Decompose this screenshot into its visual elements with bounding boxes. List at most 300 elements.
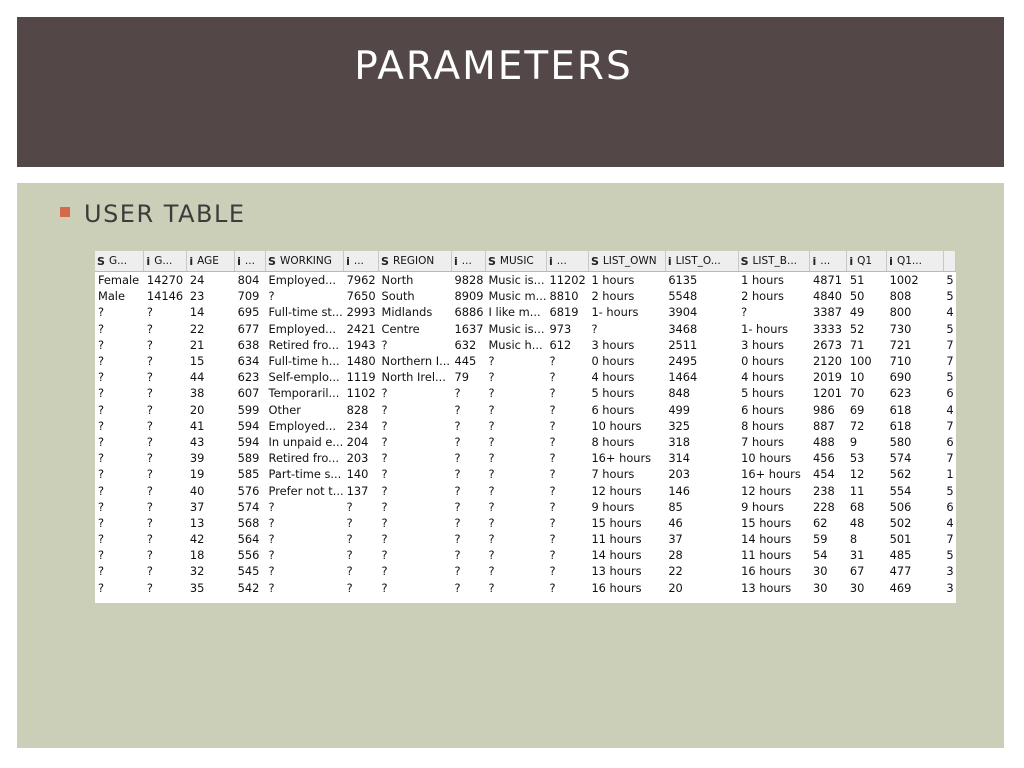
column-header[interactable] <box>810 251 847 272</box>
table-cell[interactable]: Music h... <box>488 337 543 352</box>
table-cell[interactable]: North Irel... <box>381 370 446 385</box>
table-cell[interactable]: Self-emplo... <box>268 370 340 385</box>
table-cell[interactable]: ? <box>381 418 388 433</box>
table-cell[interactable]: 43 <box>189 434 205 449</box>
table-cell[interactable]: ? <box>381 515 388 530</box>
table-cell[interactable]: 28 <box>668 548 683 563</box>
table-cell[interactable]: ? <box>98 483 105 498</box>
table-cell[interactable]: 40 <box>189 483 205 498</box>
table-cell[interactable]: 594 <box>237 418 260 433</box>
table-cell[interactable]: 44 <box>189 370 205 385</box>
table-row[interactable] <box>95 369 956 385</box>
table-cell[interactable]: 13 hours <box>741 580 792 595</box>
table-cell[interactable]: ? <box>98 564 105 579</box>
table-cell[interactable]: Northern I... <box>381 354 450 369</box>
table-cell[interactable]: ? <box>549 580 556 595</box>
table-cell[interactable]: 30 <box>849 580 865 595</box>
table-cell[interactable]: 20 <box>668 580 683 595</box>
table-cell[interactable]: 9 hours <box>741 499 784 514</box>
table-cell[interactable]: Other <box>268 402 301 417</box>
table-cell[interactable]: ? <box>549 564 556 579</box>
table-cell[interactable]: 545 <box>237 564 260 579</box>
column-header[interactable] <box>266 251 344 272</box>
table-cell[interactable]: 800 <box>889 305 912 320</box>
table-cell[interactable]: ? <box>146 386 153 401</box>
table-cell[interactable]: 24 <box>189 273 205 288</box>
table-row[interactable] <box>95 580 956 596</box>
table-cell[interactable]: ? <box>98 354 105 369</box>
table-cell[interactable]: 1102 <box>346 386 376 401</box>
table-cell[interactable]: ? <box>381 451 388 466</box>
table-cell[interactable]: 477 <box>889 564 912 579</box>
table-cell[interactable]: ? <box>454 580 461 595</box>
table-cell[interactable]: ? <box>549 483 556 498</box>
table-cell[interactable]: ? <box>741 305 748 320</box>
table-cell[interactable]: 11 hours <box>741 548 792 563</box>
table-cell[interactable]: 1- hours <box>741 321 789 336</box>
table-cell[interactable]: 15 <box>189 354 205 369</box>
table-cell[interactable]: 137 <box>346 483 369 498</box>
table-cell[interactable]: 710 <box>889 354 912 369</box>
table-cell[interactable]: ? <box>98 580 105 595</box>
table-cell[interactable]: ? <box>549 515 556 530</box>
table-cell[interactable]: Part-time s... <box>268 467 342 482</box>
table-cell[interactable]: 6 <box>946 499 954 514</box>
table-cell[interactable]: ? <box>98 548 105 563</box>
table-cell[interactable]: 1201 <box>812 386 842 401</box>
table-cell[interactable]: 454 <box>812 467 835 482</box>
table-cell[interactable]: 39 <box>189 451 205 466</box>
table-cell[interactable]: 13 hours <box>591 564 642 579</box>
table-cell[interactable]: ? <box>346 515 353 530</box>
table-cell[interactable]: 0 hours <box>591 354 635 369</box>
table-cell[interactable]: 5548 <box>668 289 698 304</box>
table-cell[interactable]: 580 <box>889 434 912 449</box>
table-cell[interactable]: 5 <box>946 548 954 563</box>
table-cell[interactable]: 709 <box>237 289 260 304</box>
table-cell[interactable]: ? <box>381 532 388 547</box>
table-cell[interactable]: 986 <box>812 402 835 417</box>
table-cell[interactable]: 594 <box>237 434 260 449</box>
table-cell[interactable]: 502 <box>889 515 912 530</box>
table-cell[interactable]: 100 <box>849 354 872 369</box>
table-cell[interactable]: 469 <box>889 580 912 595</box>
column-header[interactable] <box>144 251 187 272</box>
table-cell[interactable]: 3 hours <box>591 337 635 352</box>
table-cell[interactable]: 14270 <box>146 273 184 288</box>
table-cell[interactable]: ? <box>549 532 556 547</box>
table-cell[interactable]: 828 <box>346 402 369 417</box>
table-cell[interactable]: ? <box>488 483 495 498</box>
table-cell[interactable]: 14 <box>189 305 205 320</box>
table-cell[interactable]: 574 <box>237 499 260 514</box>
table-cell[interactable]: ? <box>381 483 388 498</box>
table-cell[interactable]: 677 <box>237 321 260 336</box>
table-cell[interactable]: 11202 <box>549 273 586 288</box>
table-cell[interactable]: 30 <box>812 564 828 579</box>
table-cell[interactable]: 7 <box>946 337 954 352</box>
table-cell[interactable]: 623 <box>889 386 912 401</box>
table-cell[interactable]: ? <box>488 532 495 547</box>
table-cell[interactable]: 618 <box>889 402 912 417</box>
table-cell[interactable]: ? <box>549 402 556 417</box>
table-cell[interactable]: ? <box>268 499 275 514</box>
table-cell[interactable]: ? <box>454 564 461 579</box>
table-cell[interactable]: ? <box>146 515 153 530</box>
table-cell[interactable]: 35 <box>189 580 205 595</box>
table-cell[interactable]: ? <box>146 483 153 498</box>
table-cell[interactable]: ? <box>454 451 461 466</box>
table-cell[interactable]: 4 <box>946 305 954 320</box>
table-cell[interactable]: 31 <box>849 548 865 563</box>
table-cell[interactable]: ? <box>98 402 105 417</box>
table-cell[interactable]: Music m... <box>488 289 547 304</box>
table-cell[interactable]: 38 <box>189 386 205 401</box>
table-cell[interactable]: 1119 <box>346 370 376 385</box>
table-cell[interactable]: 62 <box>812 515 828 530</box>
table-cell[interactable]: 6886 <box>454 305 484 320</box>
table-cell[interactable]: 12 hours <box>591 483 642 498</box>
table-cell[interactable]: 14146 <box>146 289 184 304</box>
table-cell[interactable]: ? <box>381 564 388 579</box>
table-cell[interactable]: 15 hours <box>741 515 792 530</box>
table-cell[interactable]: ? <box>146 418 153 433</box>
table-cell[interactable]: 3904 <box>668 305 698 320</box>
table-cell[interactable]: 85 <box>668 499 683 514</box>
table-cell[interactable]: ? <box>454 467 461 482</box>
table-cell[interactable]: 1637 <box>454 321 484 336</box>
table-cell[interactable]: 2495 <box>668 354 698 369</box>
table-cell[interactable]: ? <box>454 386 461 401</box>
table-row[interactable] <box>95 434 956 450</box>
table-cell[interactable]: 16+ hours <box>591 451 652 466</box>
table-cell[interactable]: 6135 <box>668 273 698 288</box>
table-cell[interactable]: ? <box>146 580 153 595</box>
table-cell[interactable]: 721 <box>889 337 912 352</box>
table-cell[interactable]: 485 <box>889 548 912 563</box>
table-cell[interactable]: 23 <box>189 289 205 304</box>
table-cell[interactable]: ? <box>146 321 153 336</box>
table-cell[interactable]: ? <box>146 451 153 466</box>
table-cell[interactable]: ? <box>549 386 556 401</box>
table-cell[interactable]: 30 <box>812 580 828 595</box>
table-cell[interactable]: 848 <box>668 386 691 401</box>
table-cell[interactable]: 32 <box>189 564 205 579</box>
table-cell[interactable]: 79 <box>454 370 470 385</box>
table-cell[interactable]: 11 <box>849 483 865 498</box>
table-cell[interactable]: 14 hours <box>741 532 792 547</box>
table-cell[interactable]: ? <box>381 548 388 563</box>
table-cell[interactable]: ? <box>488 515 495 530</box>
table-cell[interactable]: ? <box>454 418 461 433</box>
table-cell[interactable]: 808 <box>889 289 912 304</box>
table-cell[interactable]: 542 <box>237 580 260 595</box>
table-cell[interactable]: 12 <box>849 467 865 482</box>
table-cell[interactable]: 585 <box>237 467 260 482</box>
table-row[interactable] <box>95 547 956 563</box>
table-cell[interactable]: 589 <box>237 451 260 466</box>
table-cell[interactable]: 16 hours <box>591 580 642 595</box>
table-cell[interactable]: ? <box>146 467 153 482</box>
table-row[interactable] <box>95 304 956 320</box>
table-cell[interactable]: 576 <box>237 483 260 498</box>
table-cell[interactable]: ? <box>98 532 105 547</box>
table-cell[interactable]: ? <box>98 305 105 320</box>
table-cell[interactable]: Employed... <box>268 321 337 336</box>
table-cell[interactable]: 623 <box>237 370 260 385</box>
table-cell[interactable]: ? <box>346 580 353 595</box>
table-cell[interactable]: 488 <box>812 434 835 449</box>
table-cell[interactable]: ? <box>549 548 556 563</box>
table-cell[interactable]: 10 hours <box>741 451 792 466</box>
table-cell[interactable]: 2511 <box>668 337 698 352</box>
table-cell[interactable]: ? <box>98 515 105 530</box>
table-cell[interactable]: 1464 <box>668 370 698 385</box>
table-cell[interactable]: In unpaid e... <box>268 434 344 449</box>
table-cell[interactable]: ? <box>98 467 105 482</box>
table-cell[interactable]: 8 hours <box>591 434 635 449</box>
table-cell[interactable]: 204 <box>346 434 369 449</box>
table-cell[interactable]: 804 <box>237 273 260 288</box>
table-cell[interactable]: Midlands <box>381 305 433 320</box>
column-header[interactable] <box>187 251 235 272</box>
table-cell[interactable]: ? <box>98 370 105 385</box>
table-cell[interactable]: 72 <box>849 418 865 433</box>
table-cell[interactable]: 6 <box>946 386 954 401</box>
table-cell[interactable]: 0 hours <box>741 354 784 369</box>
table-cell[interactable]: ? <box>146 548 153 563</box>
table-cell[interactable]: 4 hours <box>741 370 784 385</box>
table-cell[interactable]: 4840 <box>812 289 842 304</box>
table-cell[interactable]: 7 hours <box>591 467 635 482</box>
table-cell[interactable]: ? <box>381 580 388 595</box>
table-cell[interactable]: 4 hours <box>591 370 635 385</box>
table-cell[interactable]: 42 <box>189 532 205 547</box>
table-cell[interactable]: ? <box>146 370 153 385</box>
table-cell[interactable]: 7 <box>946 451 954 466</box>
table-cell[interactable]: ? <box>381 467 388 482</box>
table-cell[interactable]: ? <box>98 418 105 433</box>
table-cell[interactable]: 234 <box>346 418 369 433</box>
table-cell[interactable]: 318 <box>668 434 691 449</box>
table-cell[interactable]: 445 <box>454 354 477 369</box>
table-cell[interactable]: ? <box>488 434 495 449</box>
table-row[interactable] <box>95 450 956 466</box>
table-cell[interactable]: 2673 <box>812 337 842 352</box>
table-cell[interactable]: Full-time h... <box>268 354 340 369</box>
table-cell[interactable]: 52 <box>849 321 865 336</box>
table-cell[interactable]: 8810 <box>549 289 579 304</box>
table-cell[interactable]: 7650 <box>346 289 376 304</box>
table-cell[interactable]: I like m... <box>488 305 541 320</box>
table-cell[interactable]: 203 <box>346 451 369 466</box>
table-cell[interactable]: 22 <box>189 321 205 336</box>
column-header[interactable] <box>738 251 810 272</box>
table-cell[interactable]: 3333 <box>812 321 842 336</box>
table-cell[interactable]: 3387 <box>812 305 842 320</box>
table-cell[interactable]: 7 <box>946 418 954 433</box>
table-cell[interactable]: ? <box>488 386 495 401</box>
table-cell[interactable]: ? <box>346 532 353 547</box>
table-row[interactable] <box>95 482 956 498</box>
table-cell[interactable]: ? <box>549 499 556 514</box>
table-cell[interactable]: 9828 <box>454 273 484 288</box>
table-row[interactable] <box>95 515 956 531</box>
table-cell[interactable]: ? <box>268 532 275 547</box>
table-cell[interactable]: 69 <box>849 402 865 417</box>
table-cell[interactable]: 1 hours <box>741 273 784 288</box>
table-cell[interactable]: South <box>381 289 415 304</box>
table-cell[interactable]: ? <box>146 337 153 352</box>
table-cell[interactable]: ? <box>268 548 275 563</box>
table-cell[interactable]: 71 <box>849 337 865 352</box>
table-cell[interactable]: 10 <box>849 370 865 385</box>
table-cell[interactable]: ? <box>346 499 353 514</box>
table-cell[interactable]: 3468 <box>668 321 698 336</box>
table-cell[interactable]: ? <box>268 580 275 595</box>
table-cell[interactable]: ? <box>381 337 388 352</box>
table-cell[interactable]: 568 <box>237 515 260 530</box>
table-cell[interactable]: Music is... <box>488 321 545 336</box>
table-cell[interactable]: Male <box>98 289 125 304</box>
table-cell[interactable]: ? <box>488 418 495 433</box>
table-cell[interactable]: Centre <box>381 321 420 336</box>
table-cell[interactable]: ? <box>381 499 388 514</box>
table-row[interactable] <box>95 563 956 579</box>
table-cell[interactable]: 46 <box>668 515 683 530</box>
table-cell[interactable]: ? <box>454 548 461 563</box>
table-cell[interactable]: Female <box>98 273 140 288</box>
table-cell[interactable]: 2 hours <box>591 289 635 304</box>
table-row[interactable] <box>95 402 956 418</box>
table-cell[interactable]: 21 <box>189 337 205 352</box>
table-cell[interactable]: ? <box>146 532 153 547</box>
table-cell[interactable]: ? <box>549 467 556 482</box>
table-cell[interactable]: ? <box>488 402 495 417</box>
table-cell[interactable]: 5 <box>946 321 954 336</box>
table-cell[interactable]: 499 <box>668 402 691 417</box>
table-cell[interactable]: 4 <box>946 515 954 530</box>
table-cell[interactable]: 1 <box>946 467 954 482</box>
table-cell[interactable]: 618 <box>889 418 912 433</box>
table-cell[interactable]: ? <box>98 386 105 401</box>
table-cell[interactable]: ? <box>488 580 495 595</box>
table-cell[interactable]: 325 <box>668 418 691 433</box>
table-cell[interactable]: 2019 <box>812 370 842 385</box>
table-cell[interactable]: 6 hours <box>741 402 784 417</box>
table-cell[interactable]: ? <box>146 434 153 449</box>
table-cell[interactable]: ? <box>381 402 388 417</box>
table-cell[interactable]: 3 <box>946 564 954 579</box>
table-row[interactable] <box>95 418 956 434</box>
table-cell[interactable]: 314 <box>668 451 691 466</box>
column-header[interactable] <box>588 251 665 272</box>
table-cell[interactable]: 49 <box>849 305 865 320</box>
table-cell[interactable]: ? <box>454 434 461 449</box>
table-cell[interactable]: 5 hours <box>591 386 635 401</box>
column-header[interactable] <box>546 251 588 272</box>
column-header[interactable] <box>379 251 452 272</box>
table-cell[interactable]: 634 <box>237 354 260 369</box>
table-cell[interactable]: Retired fro... <box>268 451 339 466</box>
table-cell[interactable]: 456 <box>812 451 835 466</box>
column-header[interactable] <box>452 251 486 272</box>
table-cell[interactable]: 2 hours <box>741 289 784 304</box>
table-cell[interactable]: ? <box>454 515 461 530</box>
table-cell[interactable]: ? <box>549 370 556 385</box>
column-header[interactable] <box>847 251 887 272</box>
table-cell[interactable]: 54 <box>812 548 828 563</box>
table-cell[interactable]: Full-time st... <box>268 305 343 320</box>
table-cell[interactable]: 690 <box>889 370 912 385</box>
table-cell[interactable]: 59 <box>812 532 828 547</box>
table-cell[interactable]: 3 hours <box>741 337 784 352</box>
table-cell[interactable]: 632 <box>454 337 477 352</box>
table-row[interactable] <box>95 337 956 353</box>
table-cell[interactable]: ? <box>98 321 105 336</box>
column-header[interactable] <box>665 251 738 272</box>
table-cell[interactable]: 50 <box>849 289 865 304</box>
table-cell[interactable]: 48 <box>849 515 865 530</box>
table-cell[interactable]: 554 <box>889 483 912 498</box>
table-cell[interactable]: ? <box>381 386 388 401</box>
table-cell[interactable]: 564 <box>237 532 260 547</box>
table-cell[interactable]: 146 <box>668 483 691 498</box>
table-cell[interactable]: 67 <box>849 564 865 579</box>
column-header[interactable] <box>887 251 944 272</box>
table-cell[interactable]: ? <box>454 532 461 547</box>
table-cell[interactable]: Prefer not t... <box>268 483 344 498</box>
table-cell[interactable]: 8909 <box>454 289 484 304</box>
table-cell[interactable]: 51 <box>849 273 865 288</box>
table-cell[interactable]: 16+ hours <box>741 467 801 482</box>
table-cell[interactable]: 7962 <box>346 273 376 288</box>
table-cell[interactable]: 506 <box>889 499 912 514</box>
table-cell[interactable]: Employed... <box>268 418 337 433</box>
table-cell[interactable]: ? <box>98 434 105 449</box>
table-cell[interactable]: ? <box>381 434 388 449</box>
table-cell[interactable]: 19 <box>189 467 205 482</box>
column-header[interactable] <box>943 251 955 272</box>
table-cell[interactable]: 2421 <box>346 321 376 336</box>
table-cell[interactable]: 5 <box>946 289 954 304</box>
table-cell[interactable]: 12 hours <box>741 483 792 498</box>
table-cell[interactable]: 11 hours <box>591 532 642 547</box>
table-cell[interactable]: 20 <box>189 402 205 417</box>
table-cell[interactable]: ? <box>488 564 495 579</box>
table-cell[interactable]: Music is... <box>488 273 545 288</box>
table-row[interactable] <box>95 531 956 547</box>
table-row[interactable] <box>95 385 956 401</box>
table-cell[interactable]: ? <box>454 483 461 498</box>
table-cell[interactable]: 8 hours <box>741 418 784 433</box>
table-cell[interactable]: 612 <box>549 337 572 352</box>
table-cell[interactable]: Employed... <box>268 273 337 288</box>
table-cell[interactable]: 4 <box>946 402 954 417</box>
table-cell[interactable]: 16 hours <box>741 564 792 579</box>
table-cell[interactable]: ? <box>268 289 275 304</box>
table-cell[interactable]: ? <box>98 451 105 466</box>
table-cell[interactable]: ? <box>146 402 153 417</box>
table-cell[interactable]: 8 <box>849 532 858 547</box>
table-cell[interactable]: 10 hours <box>591 418 642 433</box>
table-cell[interactable]: 5 <box>946 370 954 385</box>
table-cell[interactable]: ? <box>346 548 353 563</box>
table-cell[interactable]: 5 <box>946 273 954 288</box>
table-cell[interactable]: ? <box>98 499 105 514</box>
table-cell[interactable]: ? <box>488 451 495 466</box>
table-cell[interactable]: 4871 <box>812 273 842 288</box>
